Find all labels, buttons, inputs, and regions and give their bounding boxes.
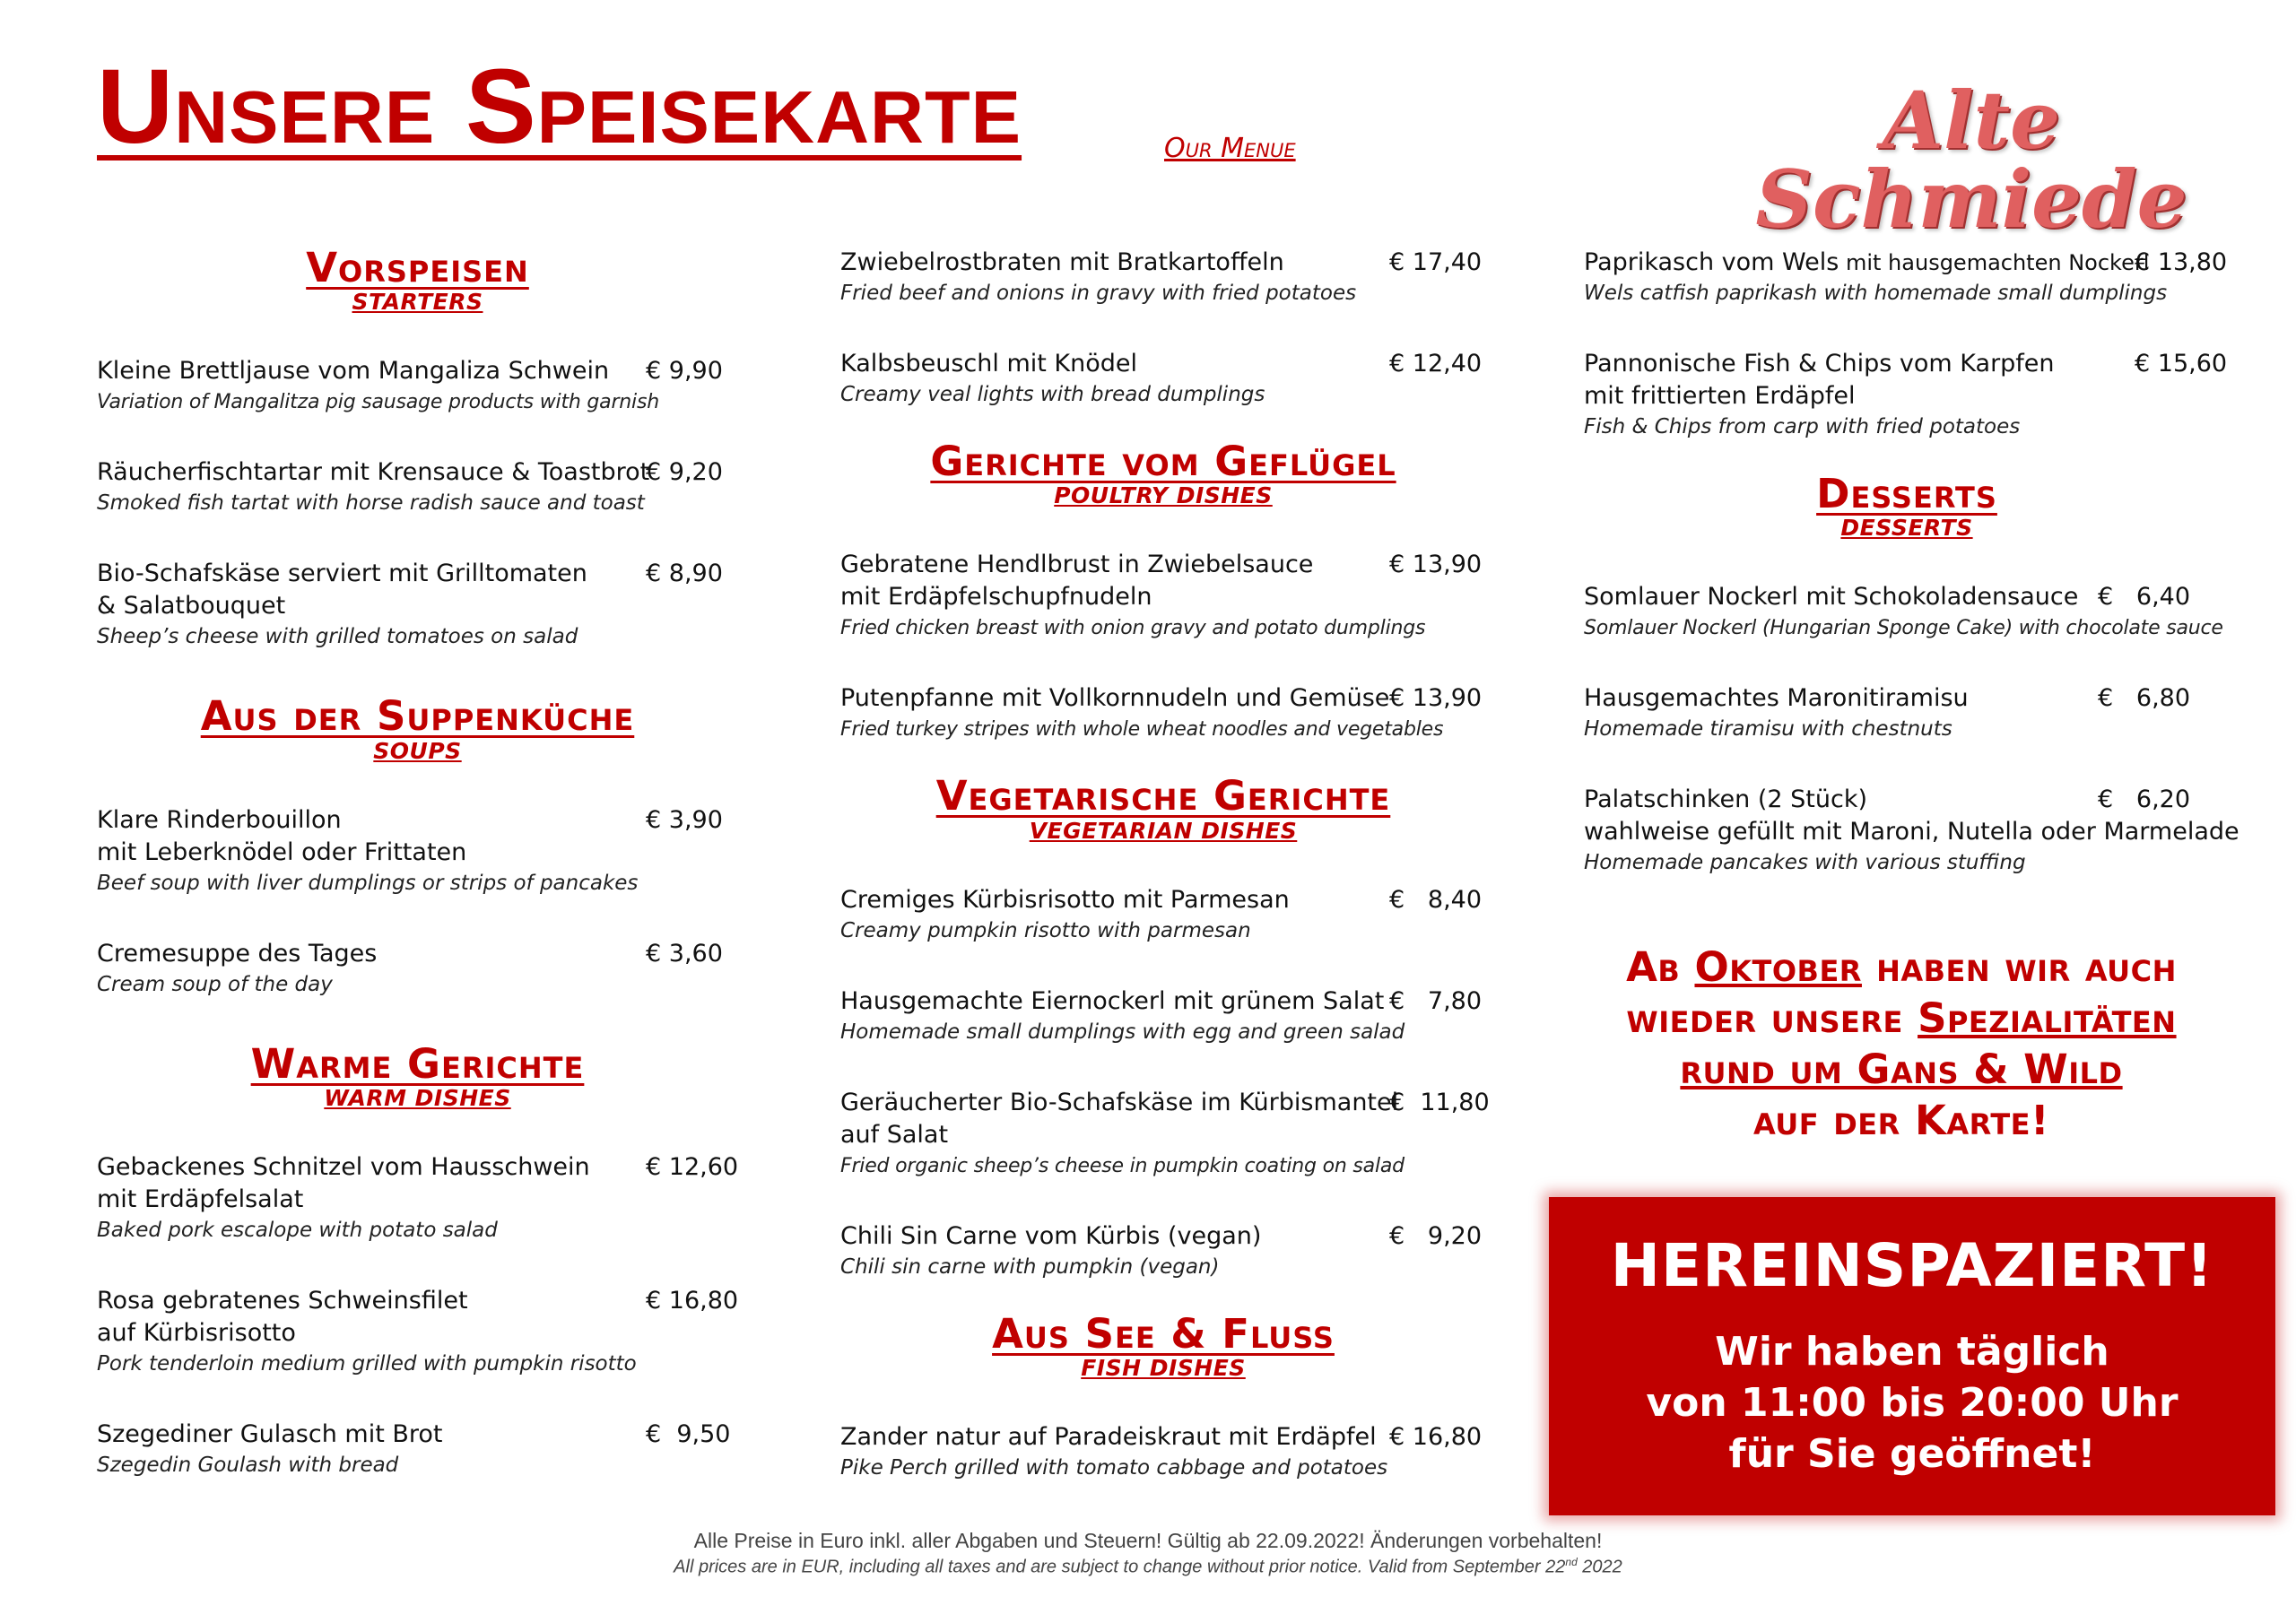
item-name: Somlauer Nockerl mit Schokoladensauce [1584, 583, 2079, 612]
item-name: Zander natur auf Paradeiskraut mit Erdäpfel [840, 1422, 1377, 1451]
item-price: € 9,90 [646, 357, 723, 386]
menu-column-2 [840, 247, 1558, 1483]
item-name: Palatschinken (2 Stück) wahlweise gefüllt mit Maroni, Nutella oder Marmelade [1584, 785, 2239, 846]
section-title: Desserts [1816, 470, 1997, 517]
section-header-desserts [1584, 470, 2230, 542]
price-disclaimer-de: Alle Preise in Euro inkl. aller Abgaben und Steuern! Gültig ab 22.09.2022! Änderungen vorbehalten! [693, 1529, 1603, 1552]
welcome-heading: HEREINSPAZIERT! [1610, 1231, 2214, 1300]
section-header-fish [840, 1309, 1486, 1382]
opening-hours-line: von 11:00 bis 20:00 Uhr [1646, 1380, 2179, 1426]
item-description: Smoked fish tartat with horse radish sauce and toast [97, 491, 645, 516]
section-subtitle: SOUPS [373, 737, 462, 764]
item-description: Variation of Mangalitza pig sausage products with garnish [97, 391, 659, 414]
menu-item [97, 938, 814, 1000]
menu-item [840, 985, 1558, 1047]
section-subtitle: STARTERS [352, 289, 483, 316]
menu-item [840, 884, 1558, 946]
specials-text: Ab [1626, 943, 1695, 991]
specials-text: haben wir auch [1861, 943, 2177, 991]
item-description: Pike Perch grilled with tomato cabbage and potatoes [840, 1455, 1388, 1480]
section-title: Aus See & Fluss [992, 1309, 1335, 1358]
section-title: Warme Gerichte [250, 1039, 585, 1088]
item-name: Cremesuppe des Tages [97, 939, 378, 968]
menu-item [1584, 581, 2283, 643]
item-name: Geräucherter Bio-Schafskäse im Kürbismantel auf Salat [840, 1088, 1399, 1149]
menu-item [97, 558, 814, 652]
page-subtitle: Our Menue [1164, 133, 1296, 164]
item-price: € 3,60 [646, 939, 723, 968]
section-subtitle: POULTRY DISHES [1054, 482, 1273, 509]
item-description: Fish & Chips from carp with fried potatoes [1584, 415, 2021, 438]
menu-item [840, 348, 1558, 410]
item-price: € 8,90 [646, 560, 723, 588]
disclaimer-text: All prices are in EUR, including all taxes and are subject to change without prior notice. Valid from September 22 [674, 1557, 1566, 1577]
menu-item [97, 1285, 814, 1379]
specials-line-1 [1561, 942, 2242, 993]
item-price: € 15,60 [2135, 350, 2228, 378]
menu-item [840, 1421, 1558, 1483]
item-price: € 16,80 [646, 1286, 739, 1315]
page-title: Unsere Speisekarte [97, 48, 1022, 166]
item-name: Kleine Brettljause vom Mangaliza Schwein [97, 357, 610, 386]
menu-item [97, 1419, 814, 1480]
menu-item [840, 1220, 1558, 1282]
item-name-extra: mit hausgemachten Nockerl [1839, 250, 2150, 275]
specials-highlight: Spezialitäten [1918, 994, 2177, 1042]
item-description: Wels catfish paprikash with homemade small dumplings [1584, 282, 2168, 305]
opening-hours-text [1549, 1326, 2275, 1480]
menu-item [1584, 348, 2283, 442]
disclaimer-year: 2022 [1577, 1557, 1622, 1577]
menu-column-3 [1584, 247, 2283, 878]
item-description: Fried turkey stripes with whole wheat noodles and vegetables [840, 718, 1444, 742]
specials-text: wieder unsere [1626, 994, 1918, 1042]
section-title: Aus der Suppenküche [200, 692, 635, 741]
specials-month: Oktober [1694, 943, 1862, 991]
item-name: Zwiebelrostbraten mit Bratkartoffeln [840, 248, 1284, 276]
menu-item [1584, 682, 2283, 744]
item-name: Putenpfanne mit Vollkornnudeln und Gemüse [840, 684, 1390, 713]
menu-item [840, 549, 1558, 643]
item-price: € 6,40 [2098, 583, 2191, 612]
section-subtitle: DESSERTS [1840, 515, 1973, 542]
section-header-poultry [840, 440, 1486, 509]
item-name: Szegediner Gulasch mit Brot [97, 1419, 443, 1448]
item-price: € 12,40 [1389, 350, 1483, 378]
item-price: € 6,20 [2098, 785, 2191, 814]
menu-item [97, 355, 814, 417]
item-description: Fried beef and onions in gravy with fried potatoes [840, 282, 1357, 305]
item-price: € 7,80 [1389, 986, 1483, 1015]
item-price: € 16,80 [1389, 1422, 1483, 1451]
opening-hours-box [1549, 1197, 2275, 1515]
item-name: Chili Sin Carne vom Kürbis (vegan) [840, 1221, 1262, 1250]
item-price: € 9,20 [646, 458, 723, 487]
opening-hours-line: Wir haben täglich [1715, 1329, 2109, 1375]
menu-item [1584, 784, 2283, 878]
menu-item [840, 682, 1558, 744]
item-description: Szegedin Goulash with bread [97, 1453, 399, 1477]
item-name: Klare Rinderbouillon mit Leberknödel oder Frittaten [97, 805, 467, 866]
item-name: Pannonische Fish & Chips vom Karpfen mit frittierten Erdäpfel [1584, 350, 2055, 410]
section-title: Vorspeisen [306, 244, 529, 291]
disclaimer-ordinal: nd [1565, 1556, 1578, 1568]
menu-item [97, 456, 814, 518]
item-name: Gebratene Hendlbrust in Zwiebelsauce mit Erdäpfelschupfnudeln [840, 551, 1314, 612]
item-description: Creamy veal lights with bread dumplings [840, 383, 1265, 406]
item-name: Rosa gebratenes Schweinsfilet auf Kürbisrisotto [97, 1286, 468, 1347]
section-header-soups [97, 692, 738, 764]
section-header-vegetarian [840, 772, 1486, 844]
item-price: € 11,80 [1389, 1088, 1490, 1116]
item-price: € 13,90 [1389, 551, 1483, 579]
item-description: Somlauer Nockerl (Hungarian Sponge Cake) with chocolate sauce [1584, 617, 2223, 640]
item-price: € 9,50 [646, 1419, 731, 1448]
item-description: Homemade small dumplings with egg and green salad [840, 1020, 1405, 1044]
item-description: Sheep’s cheese with grilled tomatoes on salad [97, 625, 578, 649]
menu-item [1584, 247, 2283, 308]
restaurant-logo: Alte Schmiede [1755, 74, 2187, 246]
opening-hours-line: für Sie geöffnet! [1728, 1431, 2096, 1477]
specials-line-2 [1561, 993, 2242, 1044]
item-description: Homemade tiramisu with chestnuts [1584, 717, 1952, 742]
section-header-starters [97, 244, 738, 316]
item-price: € 9,20 [1389, 1221, 1483, 1250]
specials-line-4: auf der Karte! [1752, 1097, 2050, 1144]
item-description: Fried chicken breast with onion gravy and potato dumplings [840, 617, 1426, 640]
item-description: Creamy pumpkin risotto with parmesan [840, 918, 1251, 942]
item-name: Räucherfischtartar mit Krensauce & Toastbrot [97, 458, 650, 487]
section-subtitle: WARM DISHES [324, 1084, 511, 1111]
item-price: € 13,90 [1389, 684, 1483, 713]
item-name: Cremiges Kürbisrisotto mit Parmesan [840, 885, 1290, 914]
item-name: Gebackenes Schnitzel vom Hausschwein mit Erdäpfelsalat [97, 1152, 590, 1213]
specials-line-3: rund um Gans & Wild [1680, 1046, 2123, 1093]
item-name: Kalbsbeuschl mit Knödel [840, 350, 1138, 378]
menu-column-1 [97, 244, 814, 1480]
item-description: Homemade pancakes with various stuffing [1584, 851, 2026, 875]
menu-item [97, 1151, 814, 1245]
section-subtitle: FISH DISHES [1081, 1354, 1246, 1381]
item-description: Beef soup with liver dumplings or strips of pancakes [97, 871, 639, 895]
seasonal-specials-notice [1561, 942, 2242, 1146]
item-name: Hausgemachtes Maronitiramisu [1584, 684, 1969, 713]
item-price: € 3,90 [646, 805, 723, 834]
item-price: € 8,40 [1389, 885, 1483, 914]
section-title: Gerichte vom Geflügel [930, 438, 1396, 485]
menu-item [840, 1087, 1558, 1181]
item-description: Chili sin carne with pumpkin (vegan) [840, 1254, 1220, 1279]
section-header-warm-dishes [97, 1039, 738, 1112]
menu-item [840, 247, 1558, 308]
item-price: € 12,60 [646, 1152, 739, 1181]
item-description: Cream soup of the day [97, 972, 333, 996]
menu-item [97, 804, 814, 898]
item-price: € 17,40 [1389, 248, 1483, 276]
item-description: Baked pork escalope with potato salad [97, 1218, 498, 1242]
item-name: Hausgemachte Eiernockerl mit grünem Salat [840, 986, 1385, 1015]
item-description: Fried organic sheep’s cheese in pumpkin coating on salad [840, 1154, 1405, 1177]
price-disclaimer-en [0, 1556, 2296, 1578]
section-subtitle: VEGETARIAN DISHES [1029, 817, 1298, 844]
item-price: € 13,80 [2135, 248, 2228, 276]
item-description: Pork tenderloin medium grilled with pumpkin risotto [97, 1351, 637, 1376]
item-name-main: Paprikasch vom Wels [1584, 248, 1839, 276]
section-title: Vegetarische Gerichte [935, 772, 1391, 820]
item-price: € 6,80 [2098, 684, 2191, 713]
item-name: Bio-Schafskäse serviert mit Grilltomaten & Salatbouquet [97, 560, 587, 621]
